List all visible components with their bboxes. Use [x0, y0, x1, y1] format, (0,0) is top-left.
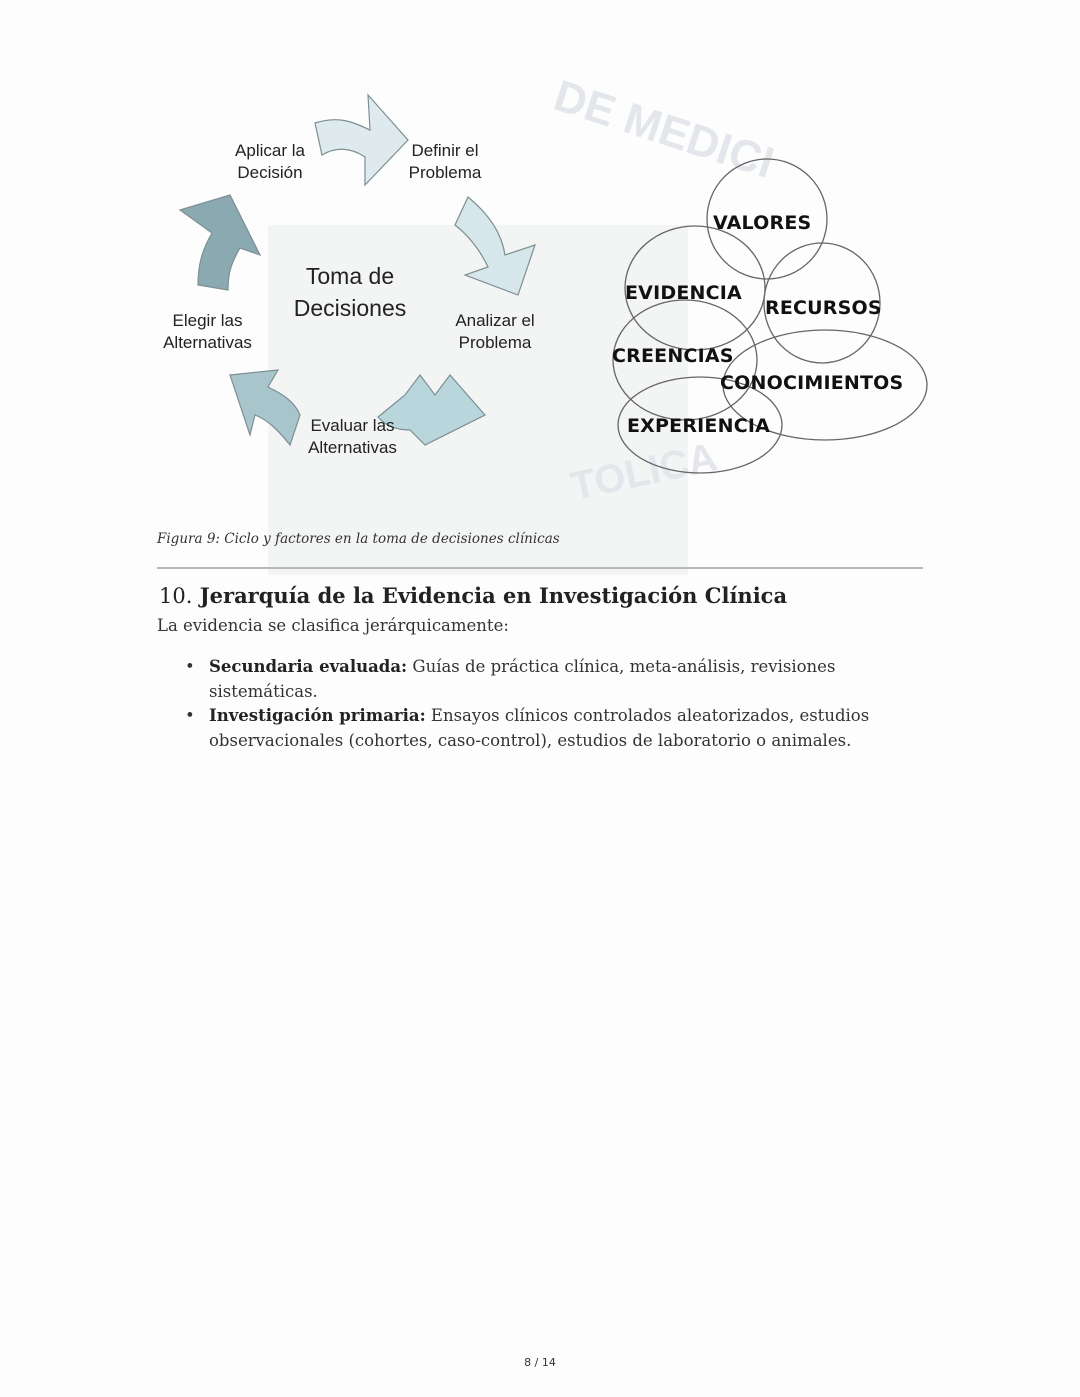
cycle-step-define: Definir el Problema: [408, 141, 482, 182]
cycle-step-analyze: Analizar el Problema: [455, 311, 535, 352]
watermark-text: DE MEDICI: [548, 71, 780, 188]
cycle-step-evaluate: Evaluar las Alternativas: [308, 416, 397, 457]
cycle-step-choose: Elegir las Alternativas: [163, 311, 252, 352]
section-divider: [157, 567, 923, 569]
factor-valores: VALORES: [713, 212, 812, 234]
cycle-step-apply: Aplicar la Decisión: [235, 141, 305, 182]
page-number: 8 / 14: [524, 1356, 556, 1369]
section-number: 10.: [159, 584, 193, 608]
watermark-text: TOLICA: [566, 435, 722, 509]
section-heading: [159, 583, 787, 608]
factor-conocimientos: CONOCIMIENTOS: [720, 372, 904, 394]
factor-creencias: CREENCIAS: [612, 345, 734, 367]
list-item-text: Guías de práctica clínica, meta-análisis, revisiones sistemáticas.: [209, 657, 836, 701]
list-item-text: Ensayos clínicos controlados aleatorizados, estudios observacionales (cohortes, caso-control), estudios de laboratorio o animales.: [209, 706, 870, 750]
list-item-label: Investigación primaria:: [209, 706, 426, 725]
section-title: Jerarquía de la Evidencia en Investigación Clínica: [199, 583, 788, 608]
factor-recursos: RECURSOS: [765, 297, 882, 319]
list-item-label: Secundaria evaluada:: [209, 657, 408, 676]
list-item: [185, 655, 905, 704]
figure-caption: Figura 9: Ciclo y factores en la toma de decisiones clínicas: [157, 531, 560, 547]
figure-decision-making: [150, 71, 930, 509]
factor-experiencia: EXPERIENCIA: [627, 415, 771, 437]
factors-venn-icon: [595, 155, 935, 495]
bullet-icon: •: [185, 706, 195, 725]
list-item: [185, 704, 905, 753]
section-intro: La evidencia se clasifica jerárquicamente:: [157, 616, 509, 635]
factor-evidencia: EVIDENCIA: [625, 282, 742, 304]
bullet-icon: •: [185, 657, 195, 676]
cycle-center-title: Toma de Decisiones: [293, 263, 407, 321]
evidence-list: [185, 655, 905, 753]
